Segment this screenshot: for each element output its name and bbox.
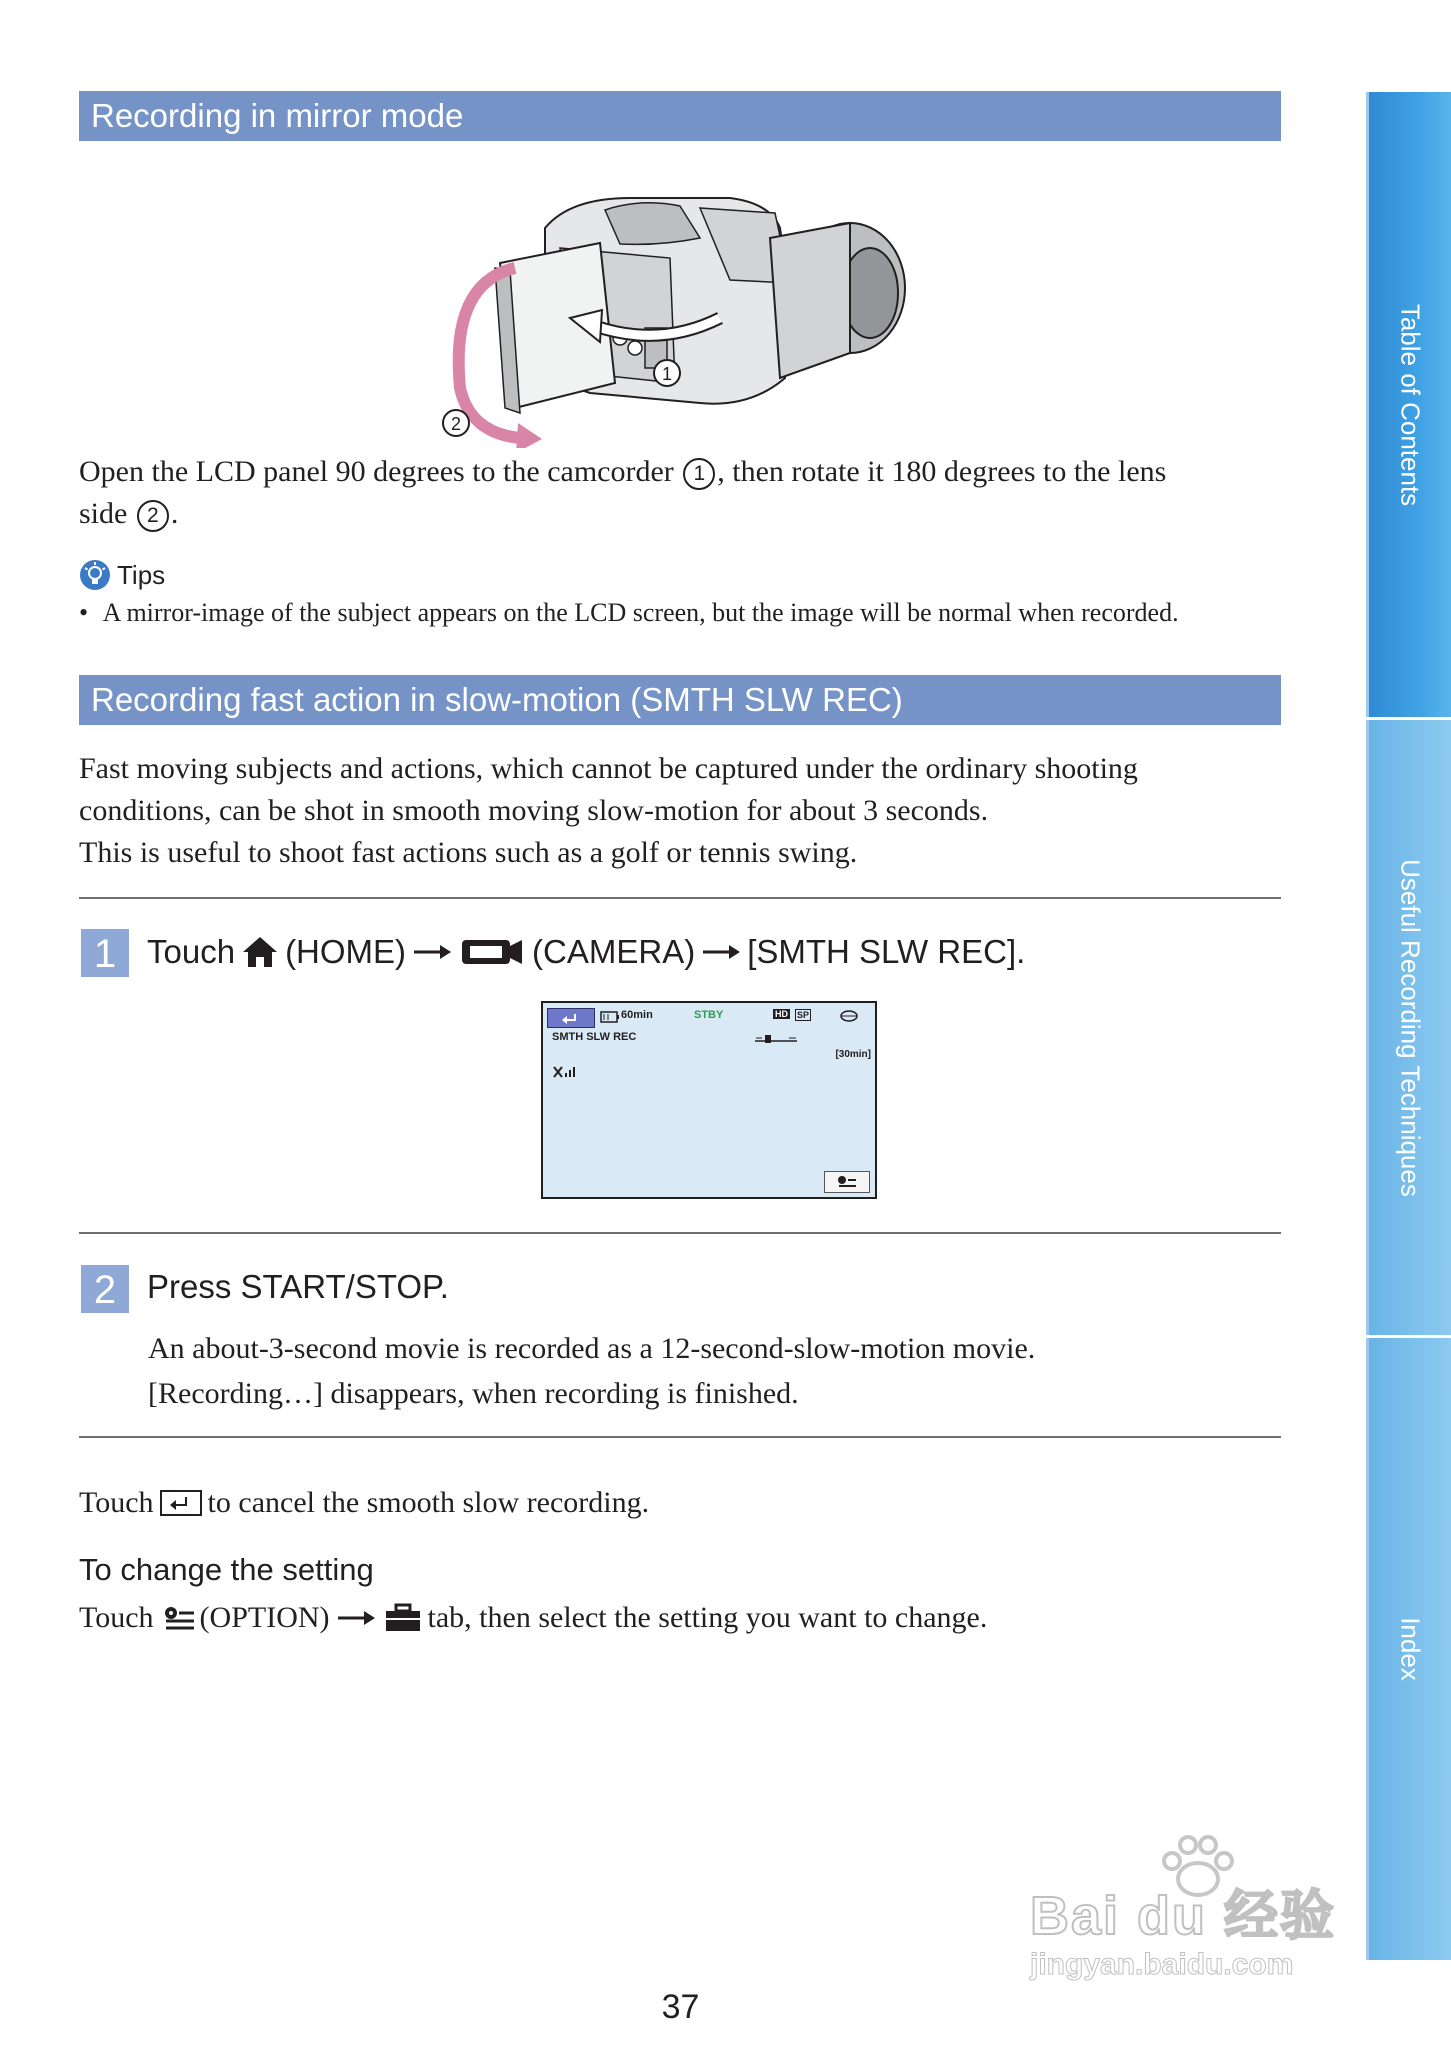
tab-useful-recording-techniques[interactable] xyxy=(1366,720,1451,1335)
step-number-2: 2 xyxy=(81,1265,129,1313)
remaining-time: 60min xyxy=(621,1009,653,1021)
callout-1-inline: 1 xyxy=(683,458,715,490)
arrow-right-icon xyxy=(412,942,452,962)
divider xyxy=(79,897,1281,899)
camera-mode-icon xyxy=(460,936,524,968)
tab-index[interactable] xyxy=(1366,1338,1451,1960)
option-button[interactable] xyxy=(824,1171,870,1193)
lcd-screen xyxy=(541,1001,877,1199)
callout-2-inline: 2 xyxy=(137,500,169,532)
tips-heading: Tips xyxy=(79,559,165,591)
hd-badge: HD xyxy=(775,1009,788,1019)
section-title-slow-motion: Recording fast action in slow-motion (SMTH SLW REC) xyxy=(79,675,1281,725)
arrow-right-icon xyxy=(701,942,741,962)
callout-2: 2 xyxy=(450,414,462,434)
step-2-description: An about-3-second movie is recorded as a 12-second-slow-motion movie. [Recording…] disappears, when recording is finished. xyxy=(148,1332,1036,1410)
mirror-description: Open the LCD panel 90 degrees to the camcorder 1 , then rotate it 180 degrees to the lens side 2 . xyxy=(79,451,1279,535)
return-icon xyxy=(548,1009,594,1027)
tab-label-index: Index xyxy=(1395,1617,1426,1681)
remaining-capacity: [30min] xyxy=(835,1049,871,1060)
step-2-title: Press START/STOP. xyxy=(147,1268,449,1305)
cancel-instruction: Touch to cancel the smooth slow recording. xyxy=(79,1486,650,1519)
timing-icon xyxy=(753,1033,799,1045)
callout-1: 1 xyxy=(661,364,673,384)
battery-icon xyxy=(600,1011,620,1023)
section-title-mirror-mode: Recording in mirror mode xyxy=(79,91,1281,141)
home-icon xyxy=(241,935,279,969)
step-1-instruction: Touch (HOME) (CAMERA) [SMTH SLW REC]. xyxy=(147,933,1026,970)
page-number: 37 xyxy=(661,1988,700,2026)
tip-item: • A mirror-image of the subject appears on the LCD screen, but the image will be normal when recorded. xyxy=(79,598,1179,627)
option-icon xyxy=(825,1172,869,1192)
lightbulb-icon xyxy=(79,559,111,591)
tab-table-of-contents[interactable] xyxy=(1366,92,1451,717)
mode-title: SMTH SLW REC xyxy=(552,1031,637,1043)
arrow-right-icon xyxy=(336,1608,376,1628)
step-number-1: 1 xyxy=(81,929,129,977)
sp-badge: SP xyxy=(797,1010,810,1020)
tab-label-contents: Table of Contents xyxy=(1395,303,1426,506)
toolbox-tab-icon xyxy=(384,1603,422,1633)
divider xyxy=(79,1436,1281,1438)
return-icon xyxy=(160,1489,202,1517)
disc-icon xyxy=(839,1009,859,1023)
return-button[interactable] xyxy=(547,1008,595,1028)
change-setting-instruction: Touch (OPTION) tab, then select the setting you want to change. xyxy=(79,1601,988,1634)
tab-label-techniques: Useful Recording Techniques xyxy=(1395,858,1426,1197)
baidu-watermark: Bai du 经验 jingyan.baidu.com xyxy=(1030,1845,1370,1956)
wind-filter-icon xyxy=(552,1065,576,1079)
option-icon xyxy=(162,1604,196,1632)
standby-status: STBY xyxy=(694,1009,724,1021)
camcorder-illustration xyxy=(430,168,940,448)
change-setting-heading: To change the setting xyxy=(79,1552,374,1587)
slow-motion-intro: Fast moving subjects and actions, which cannot be captured under the ordinary shooting conditions, can be shot in smooth moving slow-motion for about 3 seconds. This is useful to shoot fast actions such as a golf or tennis swing. xyxy=(79,752,1138,869)
divider xyxy=(79,1232,1281,1234)
